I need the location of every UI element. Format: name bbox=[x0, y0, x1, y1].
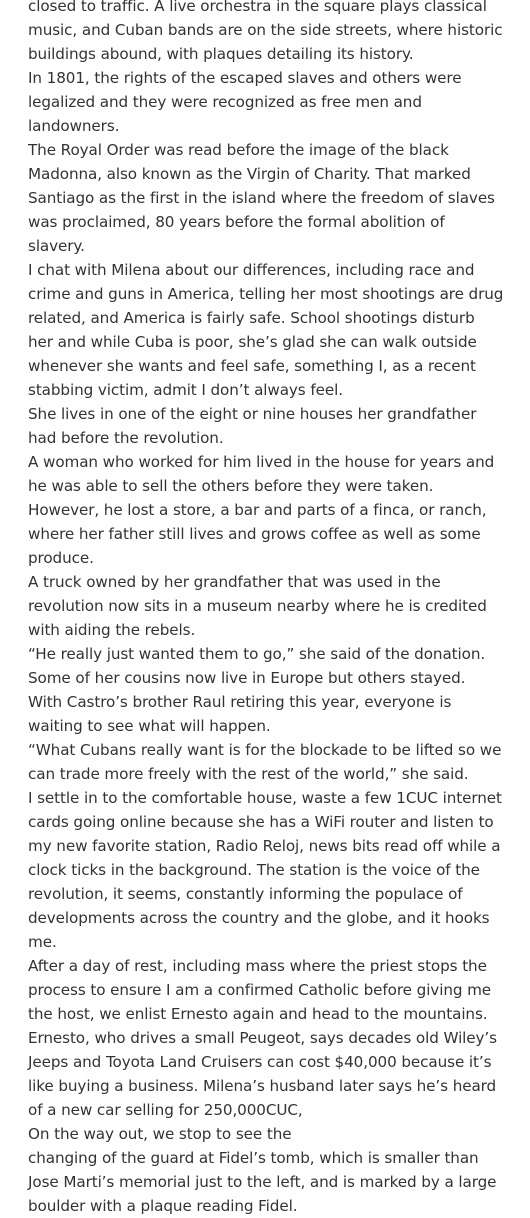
paragraph-14: On the way out, we stop to see the bbox=[28, 1125, 292, 1143]
paragraph-10: “What Cubans really want is for the blockade to be lifted so we can trade more freely with the rest of the world,” she said. bbox=[28, 741, 502, 783]
paragraph-5: She lives in one of the eight or nine houses her grandfather had before the revolution. bbox=[28, 405, 477, 447]
paragraph-11: I settle in to the comfortable house, waste a few 1CUC internet cards going online because she has a WiFi router and listen to my new favorite station, Radio Reloj, news bits read off while a clock ticks in the background. The station is the voice of the revolution, it seems, constantly informing the populace of developments across the country and the globe, and it hooks me. bbox=[28, 789, 502, 951]
paragraph-8: “He really just wanted them to go,” she said of the donation. bbox=[28, 645, 486, 663]
paragraph-9: Some of her cousins now live in Europe but others stayed. With Castro’s brother Raul retiring this year, everyone is waiting to see what will happen. bbox=[28, 669, 466, 735]
paragraph-4: I chat with Milena about our differences, including race and crime and guns in America, telling her most shootings are drug related, and America is fairly safe. School shootings disturb her and while Cuba is poor, she’s glad she can walk outside whenever she wants and feel safe, something I, as a recent stabbing victim, admit I don’t always feel. bbox=[28, 261, 504, 399]
paragraph-7: A truck owned by her grandfather that was used in the revolution now sits in a museum nearby where he is credited with aiding the rebels. bbox=[28, 573, 487, 639]
paragraph-12: After a day of rest, including mass where the priest stops the process to ensure I am a confirmed Catholic before giving me the host, we enlist Ernesto again and head to the mountains. bbox=[28, 957, 492, 1023]
paragraph-6: A woman who worked for him lived in the house for years and he was able to sell the others before they were taken. However, he lost a store, a bar and parts of a finca, or ranch, where her father still lives and grows coffee as well as some produce. bbox=[28, 453, 495, 567]
paragraph-1: closed to traffic. A live orchestra in the square plays classical music, and Cuban bands are on the side streets, where historic buildings abound, with plaques detailing its history. bbox=[28, 0, 503, 63]
article-body bbox=[28, 0, 504, 1218]
paragraph-13: Ernesto, who drives a small Peugeot, says decades old Wiley’s Jeeps and Toyota Land Cruisers can cost $40,000 because it’s like buying a business. Milena’s husband later says he’s heard of a new car selling for 250,000CUC, bbox=[28, 1029, 497, 1119]
paragraph-3: The Royal Order was read before the image of the black Madonna, also known as the Virgin of Charity. That marked Santiago as the first in the island where the freedom of slaves was proclaimed, 80 years before the formal abolition of slavery. bbox=[28, 141, 495, 255]
paragraph-15: changing of the guard at Fidel’s tomb, which is smaller than Jose Marti’s memorial just to the left, and is marked by a large boulder with a plaque reading Fidel. bbox=[28, 1149, 497, 1215]
paragraph-2: In 1801, the rights of the escaped slaves and others were legalized and they were recognized as free men and landowners. bbox=[28, 69, 462, 135]
